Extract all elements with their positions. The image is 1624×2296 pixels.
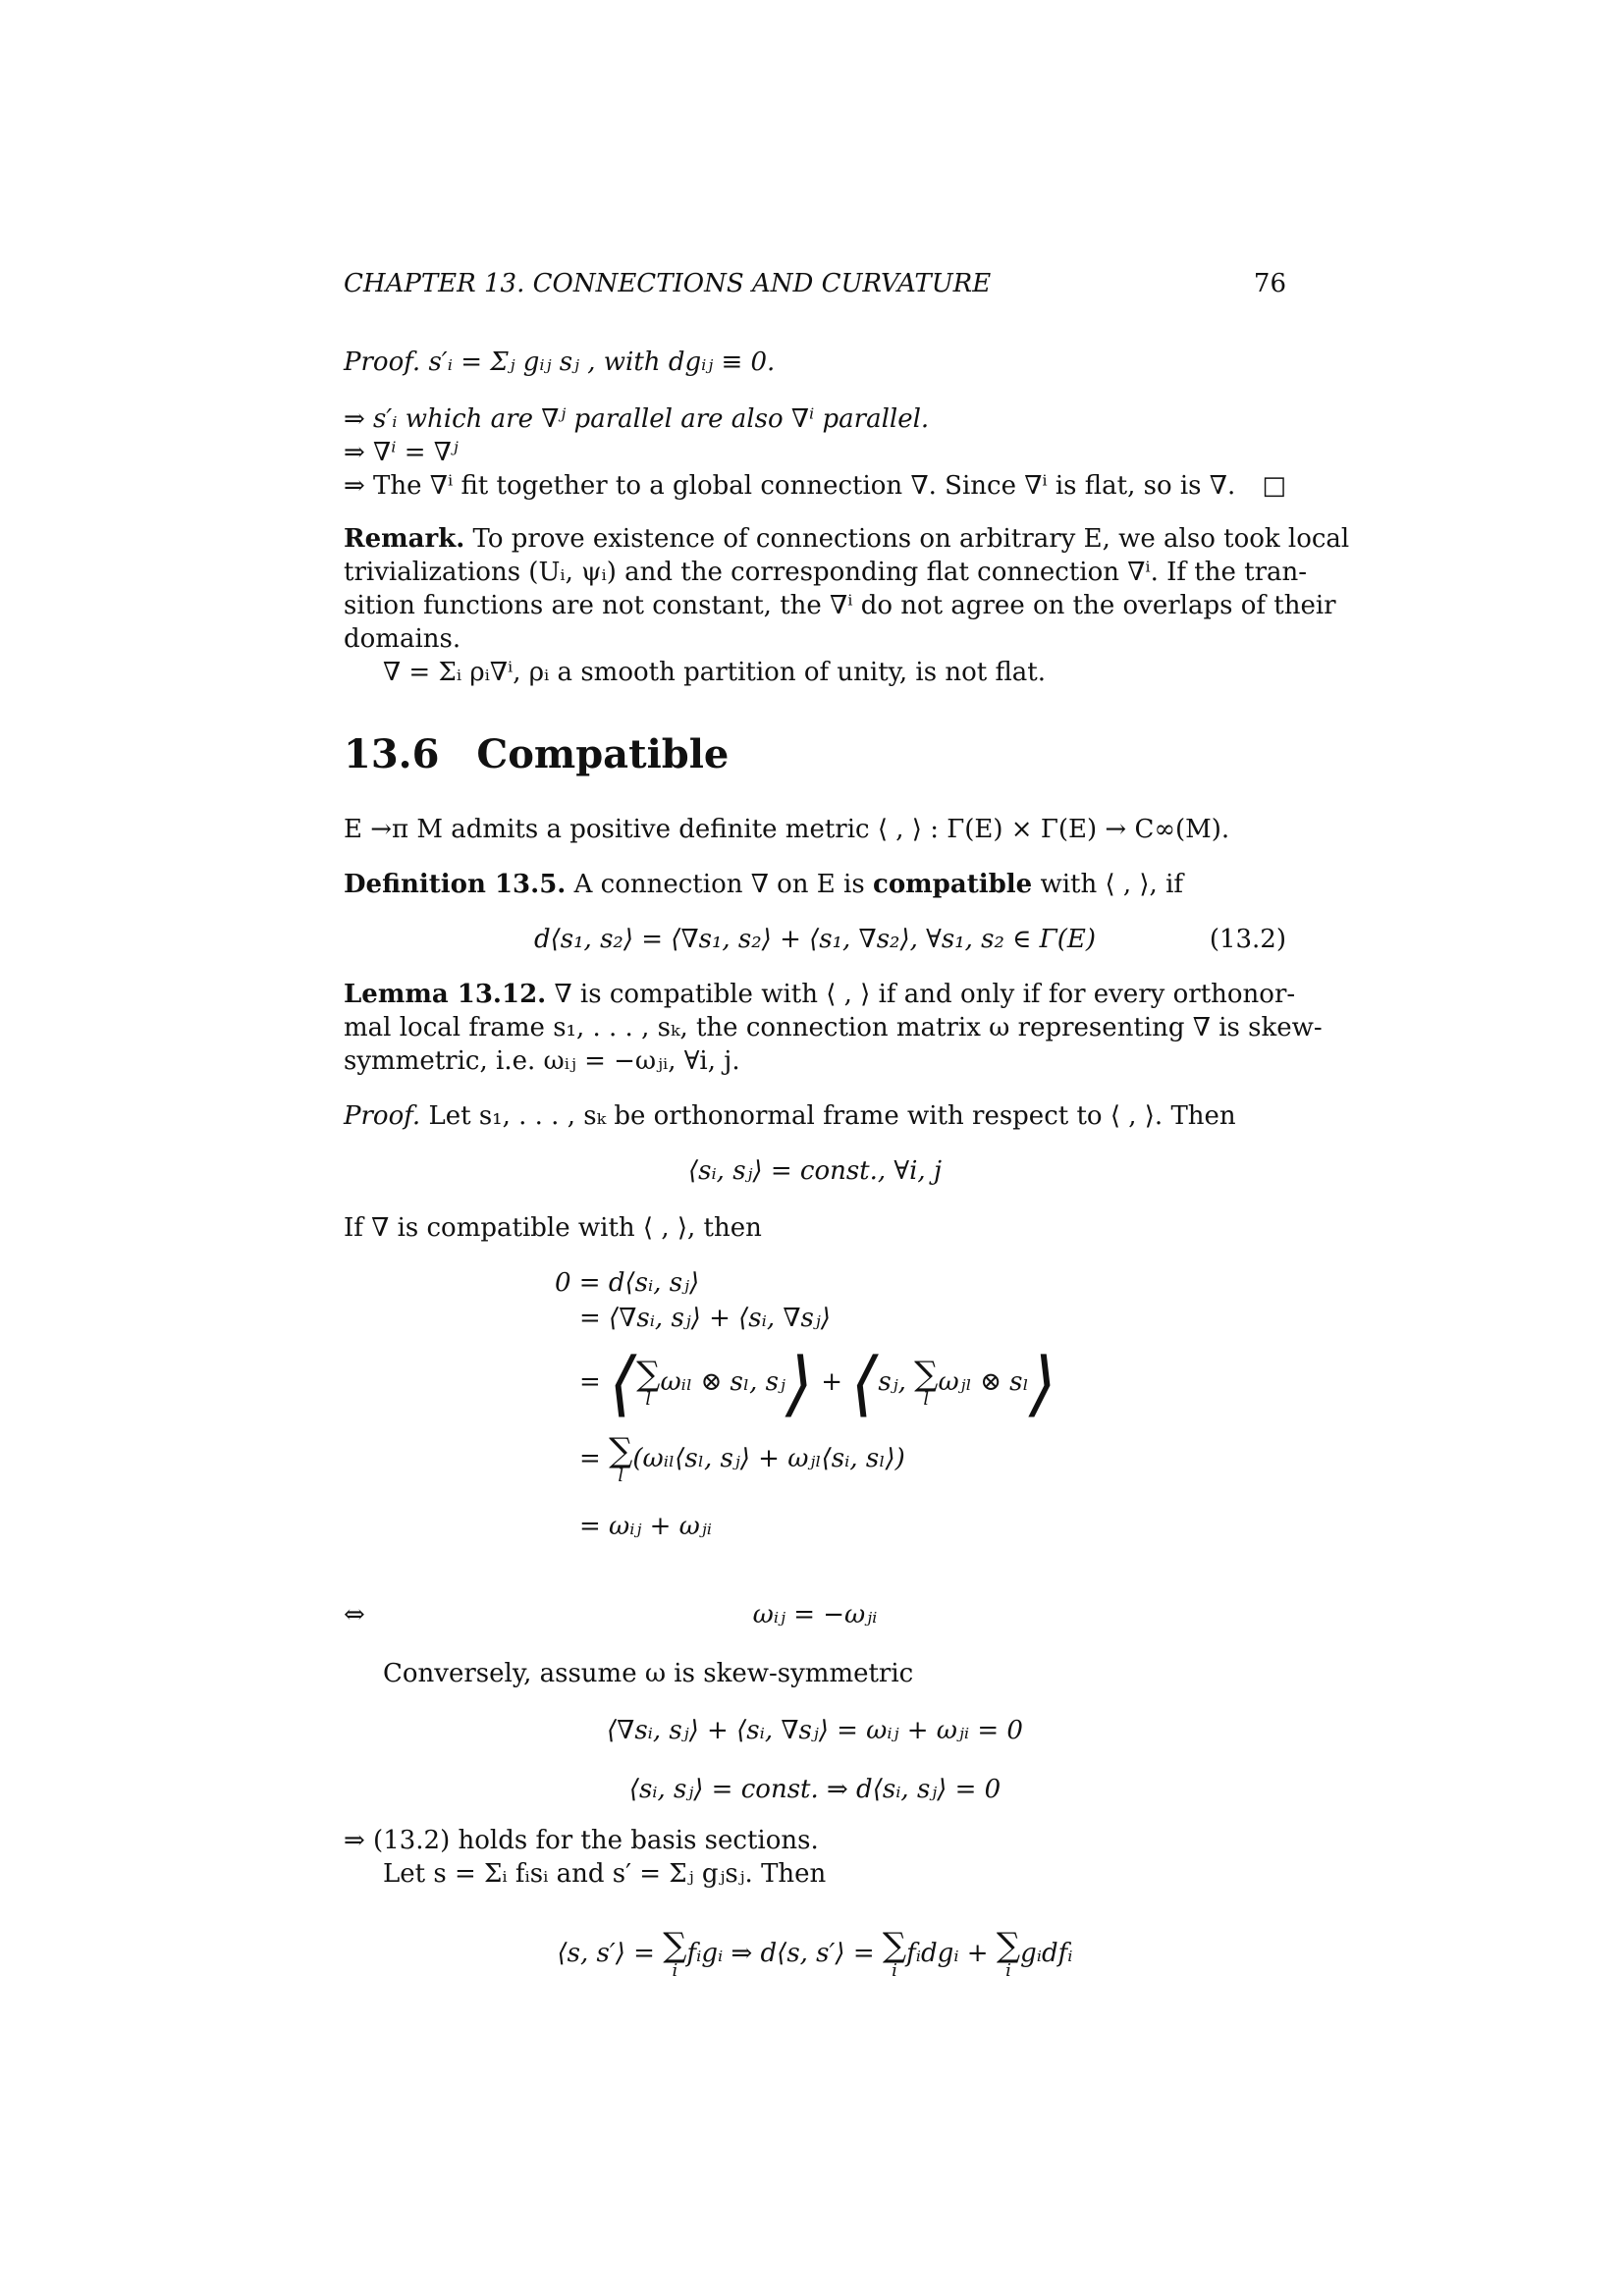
proof2-eq4: ⟨s, s′⟩ = ∑ i fᵢgᵢ ⇒ d⟨s, s′⟩ = ∑ i fᵢdgᵢ + ∑ i gᵢdfᵢ xyxy=(557,1926,1073,1981)
section-number: 13.6 xyxy=(344,731,440,777)
conversely-line: Conversely, assume ω is skew-symmetric xyxy=(383,1659,914,1688)
equation-number: (13.2) xyxy=(1209,925,1286,954)
remark-line4: domains. xyxy=(344,624,461,654)
proof1-line2: ⇒ s′ᵢ which are ∇ʲ parallel are also ∇ⁱ parallel. xyxy=(344,404,930,434)
definition-term: compatible xyxy=(872,870,1033,899)
lemma-line3: symmetric, i.e. ωᵢⱼ = −ωⱼᵢ, ∀i, j. xyxy=(344,1046,740,1076)
proof1-label: Proof. xyxy=(344,347,421,377)
align-row-5: = ωᵢⱼ + ωⱼᵢ xyxy=(579,1512,712,1541)
proof2-eq3: ⟨sᵢ, sⱼ⟩ = const. ⇒ d⟨sᵢ, sⱼ⟩ = 0 xyxy=(628,1775,1001,1804)
proof2-eq2: ⟨∇sᵢ, sⱼ⟩ + ⟨sᵢ, ∇sⱼ⟩ = ωᵢⱼ + ωⱼᵢ = 0 xyxy=(607,1716,1023,1745)
equation-13-2: d⟨s₁, s₂⟩ = ⟨∇s₁, s₂⟩ + ⟨s₁, ∇s₂⟩, ∀s₁, s₂ ∈ Γ(E) (13.2) xyxy=(534,925,1286,954)
proof2-label: Proof. xyxy=(344,1101,421,1131)
align-row-4: = ∑ l (ωᵢₗ⟨sₗ, sⱼ⟩ + ωⱼₗ⟨sᵢ, sₗ⟩) xyxy=(579,1431,905,1486)
lemma-label: Lemma 13.12. xyxy=(344,980,547,1009)
lemma-line2: mal local frame s₁, . . . , sₖ, the connection matrix ω representing ∇ is skew- xyxy=(344,1013,1323,1042)
definition-label: Definition 13.5. xyxy=(344,870,567,899)
section-heading xyxy=(344,731,730,777)
proof2-line4: Let s = Σᵢ fᵢsᵢ and s′ = Σⱼ gⱼsⱼ. Then xyxy=(383,1859,827,1889)
align-row-1: 0 = d⟨sᵢ, sⱼ⟩ xyxy=(555,1268,700,1298)
remark-label: Remark. xyxy=(344,524,465,554)
proof2-line1: Proof. Let s₁, . . . , sₖ be orthonormal frame with respect to ⟨ , ⟩. Then xyxy=(344,1101,1236,1131)
definition-13-5: Definition 13.5. A connection ∇ on E is compatible with ⟨ , ⟩, if xyxy=(344,870,1184,899)
iff-symbol: ⇔ xyxy=(344,1600,365,1629)
qed-symbol: □ xyxy=(1262,471,1286,501)
proof2-eq1: ⟨sᵢ, sⱼ⟩ = const., ∀i, j xyxy=(687,1156,943,1186)
metric-line: E →π M admits a positive definite metric ⟨ , ⟩ : Γ(E) × Γ(E) → C∞(M). xyxy=(344,815,1230,844)
align-row-3: = ⟨ ∑ l ωᵢₗ ⊗ sₗ, sⱼ⟩ + ⟨sⱼ, ∑ l ωⱼₗ ⊗ sₗ⟩ xyxy=(579,1342,1056,1424)
section-title: Compatible xyxy=(476,731,730,777)
remark-line3: sition functions are not constant, the ∇ⁱ do not agree on the overlaps of their xyxy=(344,591,1336,620)
running-header xyxy=(344,267,1286,300)
lemma-line1: Lemma 13.12. ∇ is compatible with ⟨ , ⟩ if and only if for every orthonor- xyxy=(344,980,1296,1009)
proof2-line2: If ∇ is compatible with ⟨ , ⟩, then xyxy=(344,1213,762,1243)
proof1-line4: ⇒ The ∇ⁱ fit together to a global connection ∇. Since ∇ⁱ is flat, so is ∇. □ xyxy=(344,471,1286,501)
proof2-line3: ⇒ (13.2) holds for the basis sections. xyxy=(344,1826,819,1855)
align-row-2: = ⟨∇sᵢ, sⱼ⟩ + ⟨sᵢ, ∇sⱼ⟩ xyxy=(579,1304,831,1333)
proof1-line1: Proof. s′ᵢ = Σⱼ gᵢⱼ sⱼ , with dgᵢⱼ ≡ 0. xyxy=(344,347,776,377)
remark-line2: trivializations (Uᵢ, ψᵢ) and the corresponding flat connection ∇ⁱ. If the tran- xyxy=(344,558,1308,587)
running-title: CHAPTER 13. CONNECTIONS AND CURVATURE xyxy=(344,269,992,298)
iff-line: ⇔ ωᵢⱼ = −ωⱼᵢ xyxy=(344,1600,878,1629)
remark-line5: ∇ = Σᵢ ρᵢ∇ⁱ, ρᵢ a smooth partition of unity, is not flat. xyxy=(383,658,1046,687)
remark-line1: Remark. To prove existence of connections on arbitrary E, we also took local xyxy=(344,524,1350,554)
proof1-line3: ⇒ ∇ⁱ = ∇ʲ xyxy=(344,438,459,467)
page-number: 76 xyxy=(1253,269,1286,298)
